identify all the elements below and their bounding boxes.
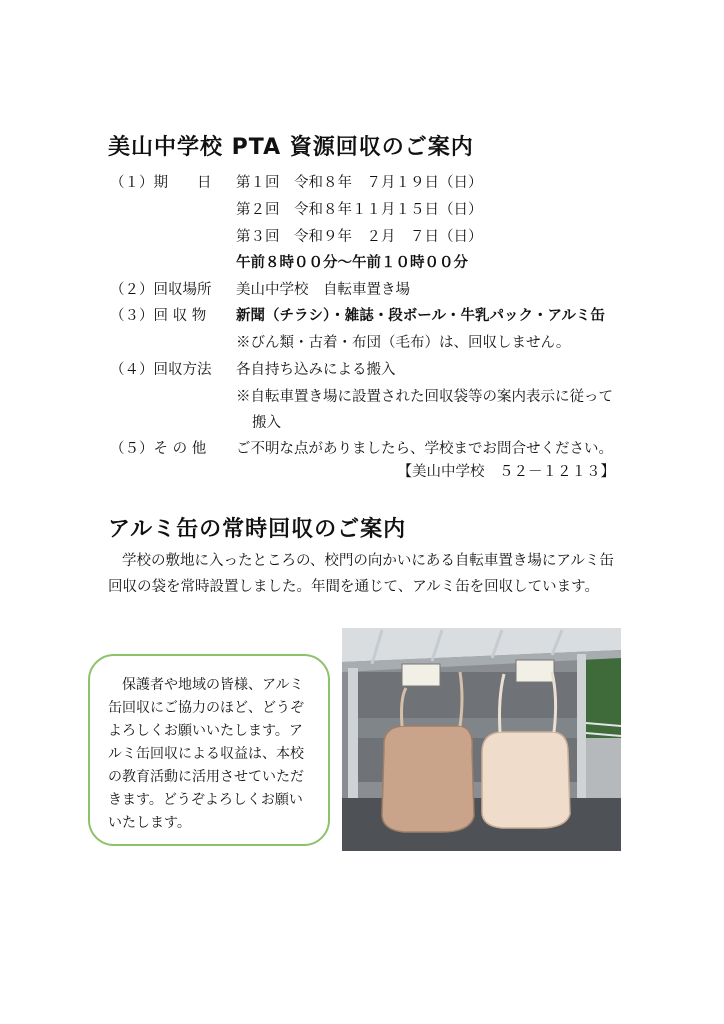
items-label: （３）回 収 物 <box>110 308 207 324</box>
section2-title: アルミ缶の常時回収のご案内 <box>108 517 407 542</box>
method-note: ※自転車置き場に設置された回収袋等の案内表示に従って <box>236 389 613 405</box>
section2-paragraph <box>108 548 628 600</box>
place-value: 美山中学校 自転車置き場 <box>236 282 410 298</box>
paragraph-line-1: 学校の敷地に入ったところの、校門の向かいにある自転車置き場にアルミ缶 <box>122 553 614 569</box>
note-line-7: いたします。 <box>108 815 191 831</box>
date-line-3: 第３回 令和９年 ２月 ７日（日） <box>236 229 483 245</box>
date-line-2: 第２回 令和８年１１月１５日（日） <box>236 202 483 218</box>
note-line-5: の教育活動に活用させていただ <box>108 769 304 785</box>
note-line-4: ルミ缶回収による収益は、本校 <box>108 746 304 762</box>
note-line-2: 缶回収にご協力のほど、どうぞ <box>108 700 304 716</box>
time-range: 午前８時００分～午前１０時００分 <box>236 254 468 271</box>
method-note-cont: 搬入 <box>252 415 281 431</box>
method-value: 各自持ち込みによる搬入 <box>236 362 396 378</box>
contact-info: 【美山中学校 ５２－１２１３】 <box>397 464 615 480</box>
place-label: （２）回収場所 <box>110 282 212 298</box>
section1-title: 美山中学校 PTA 資源回収のご案内 <box>108 135 474 160</box>
date-line-1: 第１回 令和８年 ７月１９日（日） <box>236 175 483 191</box>
note-line-1: 保護者や地域の皆様、アルミ <box>122 677 304 693</box>
collection-bags-photo <box>342 628 621 851</box>
note-line-6: きます。どうぞよろしくお願い <box>108 792 303 808</box>
other-label: （５）そ の 他 <box>110 441 207 457</box>
other-value: ご不明な点がありましたら、学校までお問合せください。 <box>236 441 613 457</box>
method-label: （４）回収方法 <box>110 362 212 378</box>
items-note: ※びん類・古着・布団（毛布）は、回収しません。 <box>236 335 571 351</box>
note-line-3: よろしくお願いいたします。ア <box>108 723 303 739</box>
date-label: （１）期 日 <box>110 175 212 191</box>
paragraph-line-2: 回収の袋を常時設置しました。年間を通じて、アルミ缶を回収しています。 <box>108 579 599 595</box>
items-value: 新聞（チラシ）・雑誌・段ボール・牛乳パック・アルミ缶 <box>236 307 605 324</box>
note-text <box>108 674 313 835</box>
